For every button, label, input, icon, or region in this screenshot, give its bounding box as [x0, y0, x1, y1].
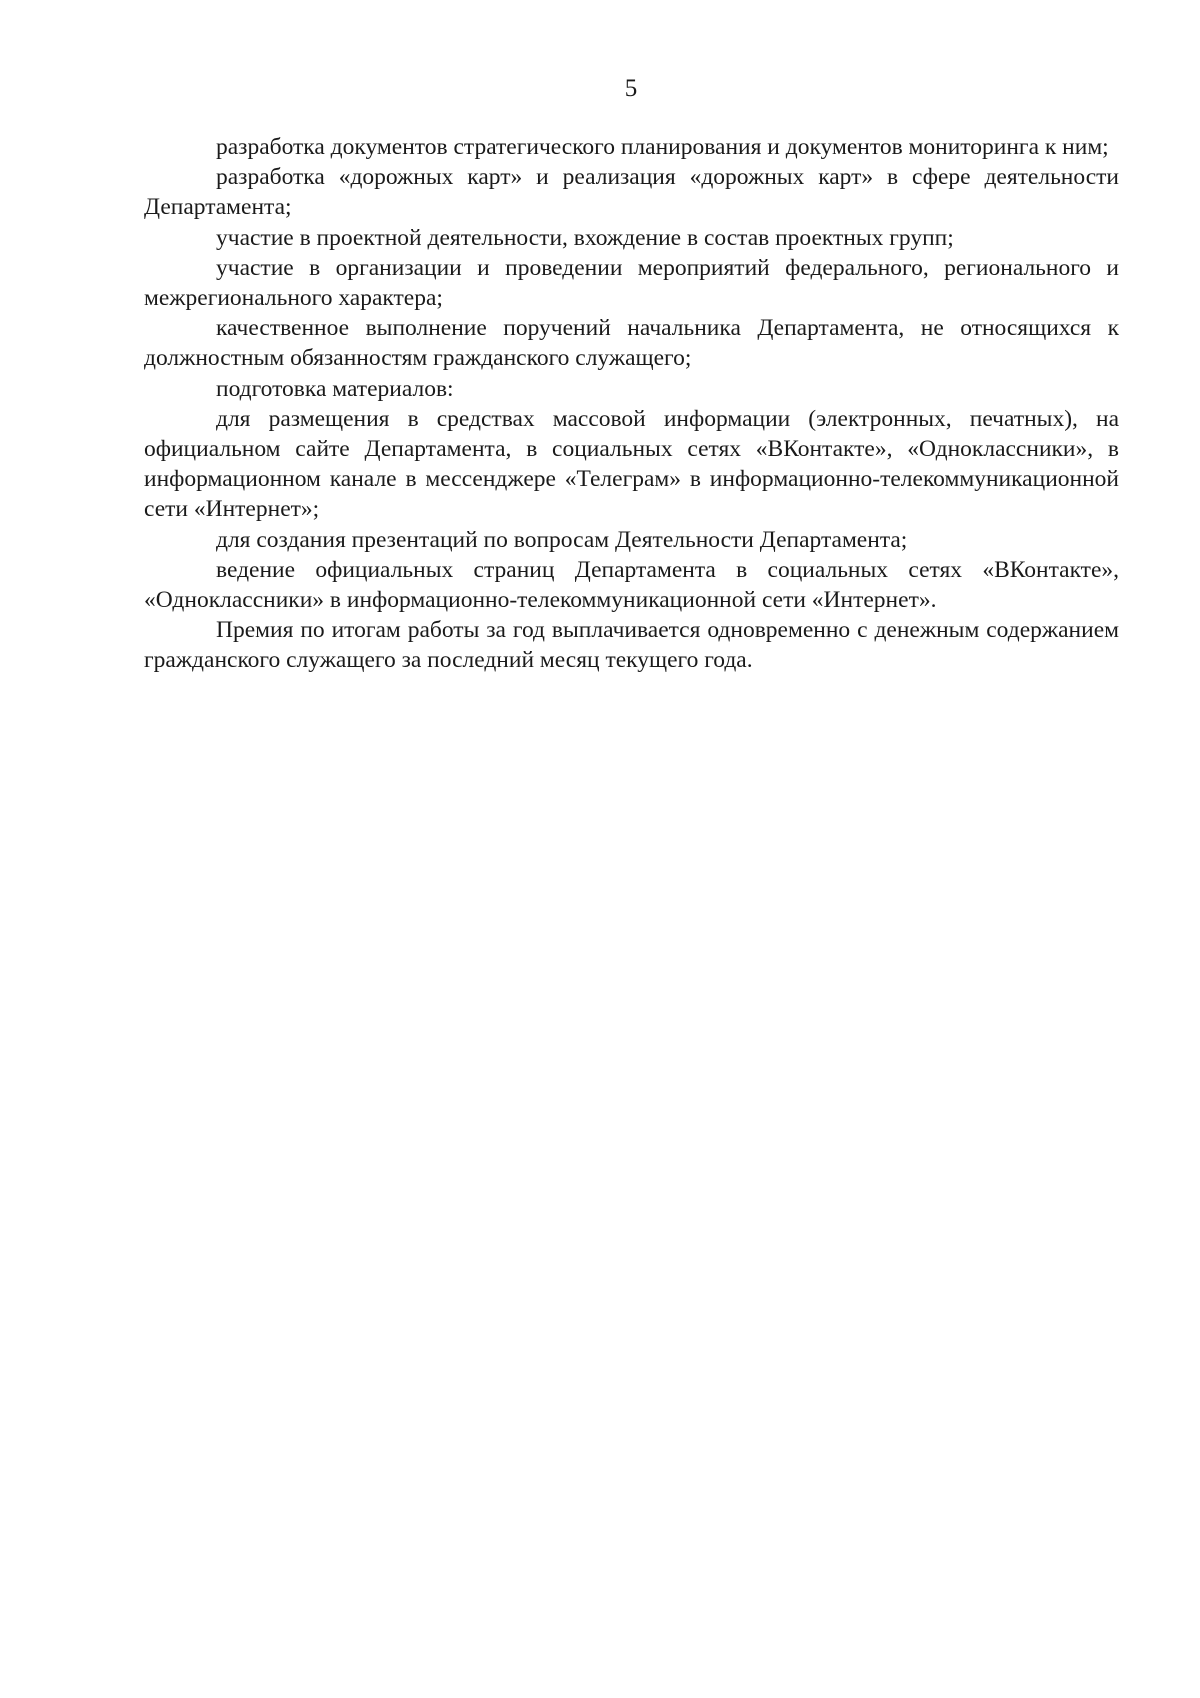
paragraph-bonus-payment: Премия по итогам работы за год выплачивается одновременно с денежным содержанием гражданского служащего за последний месяц текущего года.	[144, 617, 1119, 674]
paragraph-strategic-planning: разработка документов стратегического планирования и документов мониторинга к ним;	[216, 134, 1109, 160]
page-number: 5	[624, 75, 638, 102]
paragraph-official-pages: ведение официальных страниц Департамента в социальных сетях «ВКонтакте», «Одноклассники» в информационно-телекоммуникационной сети «Интернет».	[144, 556, 1119, 614]
paragraph-presentations: для создания презентаций по вопросам Деятельности Департамента;	[216, 526, 908, 553]
paragraph-project-activity: участие в проектной деятельности, вхождение в состав проектных групп;	[216, 224, 954, 251]
paragraph-assignments: качественное выполнение поручений начальника Департамента, не относящихся к должностным обязанностям гражданского служащего;	[144, 315, 1119, 372]
paragraph-roadmaps: разработка «дорожных карт» и реализация «дорожных карт» в сфере деятельности Департамента;	[144, 164, 1119, 221]
document-body	[144, 132, 1119, 676]
paragraph-events: участие в организации и проведении мероприятий федерального, регионального и межрегионального характера;	[144, 254, 1119, 312]
paragraph-media-placement: для размещения в средствах массовой информации (электронных, печатных), на официальном сайте Департамента, в социальных сетях «ВКонтакте», «Одноклассники», в информационном канале в мессенджере «Телеграм» в информационно-телекоммуникационной сети «Интернет»;	[144, 405, 1119, 523]
paragraph-materials-preparation: подготовка материалов:	[216, 375, 454, 402]
